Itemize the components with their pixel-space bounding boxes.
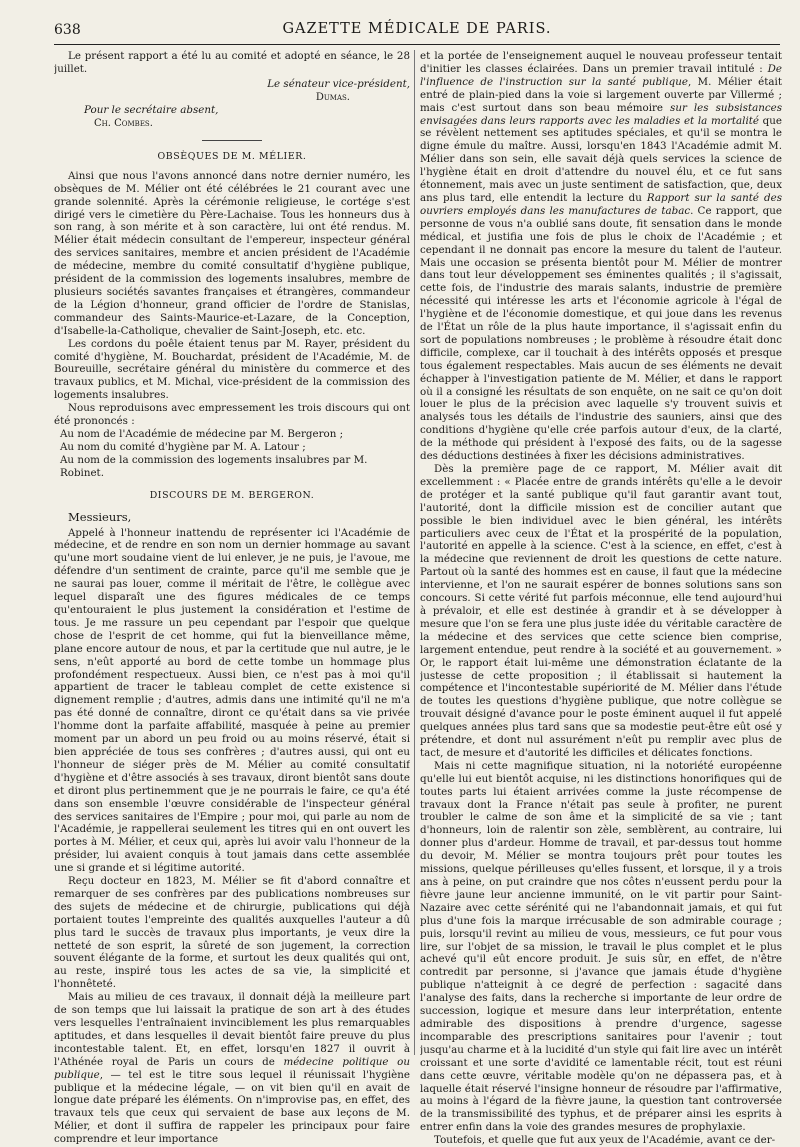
text-run: et la portée de l'enseignement auquel le nouveau professeur tentait d'initier les classes éclairées. Dans un premier travail intitulé :	[420, 50, 782, 75]
italic-title: sur les subsistances envisagées dans leurs rapports avec les maladies et la mortalité	[420, 101, 782, 127]
paragraph: Ainsi que nous l'avons annoncé dans notre dernier numéro, les obsèques de M. Mélier ont été célébrées le 21 courant avec une grande solennité. Après la cérémonie religieuse, le cortége s'est dirigé vers le cimetière du Père-Lachaise. Tous les honneurs dus à son rang, à son mérite et à son caractère, lui ont été rendus. M. Mélier était médecin consultant de l'empereur, inspecteur général des services sanitaires, membre et ancien président de l'Académie de médecine, membre du comité consultatif d'hygiène publique, président de la commission des logements insalubres, membre de plusieurs sociétés savantes françaises et étrangères, commandeur de la Légion d'honneur, grand officier de l'ordre de Stanislas, commandeur des Saints-Maurice-et-Lazare, de la Conception, d'Isabelle-la-Catholique, chevalier de Saint-Joseph, etc. etc.	[54, 169, 410, 337]
column-divider	[414, 50, 415, 1055]
paragraph: Mais ni cette magnifique situation, ni la notoriété européenne qu'elle lui eut bientôt acquise, ni les distinctions honorifiques qui de toutes parts lui étaient arrivées comme la juste récompense de travaux dont la France n'était pas seule à profiter, ne purent troubler le calme de son âme et la simplicité de sa vie ; tant d'honneurs, loin de ralentir son zèle, semblèrent, au contraire, lui donner plus d'ardeur. Homme de travail, et par-dessus tout homme du devoir, M. Mélier se montra toujours prêt pour toutes les missions, quelque périlleuses qu'elles fussent, et lorsque, il y a trois ans à peine, on put craindre que nos côtes n'eussent perdu pour la fièvre jaune leur ancienne immunité, on le vit partir pour Saint-Nazaire avec cette sérénité qui ne l'abandonnait jamais, et qui fut plus d'une fois la marque irrécusable de son admirable courage ; puis, lorsqu'il revint au milieu de vous, messieurs, ce fut pour vous lire, sur l'objet de sa mission, le travail le plus complet et le plus achevé qu'il eût encore produit. Je suis sûr, en effet, de n'être contredit par personne, si j'avance que jamais étude d'hygiène publique n'atteignit à ce degré de perfection : sagacité dans l'analyse des faits, dans la recherche si importante de leur ordre de succession, logique et mesure dans leur interprétation, entente admirable des dispositions à prendre d'urgence, sagesse incomparable des prescriptions sanitaires pour l'avenir ; tout jusqu'au charme et à la lucidité d'un style qui fait lire avec un intérêt croissant et une sorte d'avidité ce lamentable récit, tout est réuni dans cette œuvre, véritable modèle qu'on ne dépassera pas, et à laquelle était réservé l'insigne honneur de résoudre par l'affirmative, au moins à l'égard de la fièvre jaune, la question tant controversée de la transmissibilité des typhus, et de préparer ainsi les esprits à entrer enfin dans la voie des grandes mesures de prophylaxie.	[420, 759, 782, 1134]
running-title: GAZETTE MÉDICALE DE PARIS.	[282, 21, 552, 37]
paragraph: Appelé à l'honneur inattendu de représenter ici l'Académie de médecine, et de rendre en son nom un dernier hommage au savant qu'une mort soudaine vient de lui enlever, je ne puis, je l'avoue, me défendre d'un sentiment de crainte, parce qu'il me semble que je ne saurai pas louer, comme il méritait de l'être, le collègue avec lequel disparaît une des figures médicales de ce temps qu'entouraient le plus justement la considération et l'estime de tous. Je me rassure un peu cependant par l'espoir que quelque chose de l'esprit de cet homme, qui fut la bienveillance même, plane encore autour de nous, et par la certitude que nul autre, je le sens, n'eût apporté au bord de cette tombe un hommage plus profondément respectueux. Aussi bien, ce n'est pas à moi qu'il appartient de tracer le tableau complet de cette existence si dignement remplie ; d'autres, admis dans une intimité qu'il ne m'a pas été donné de connaître, diront ce qu'était dans sa vie privée l'homme dont la parfaite affabilité, masquée à peine au premier moment par un abord un peu froid ou au moins réservé, était si bien appréciée de tous ses confrères ; d'autres aussi, qui ont eu l'honneur de siéger près de M. Mélier au comité consultatif d'hygiène et d'être associés à ses travaux, diront bientôt sans doute et diront plus pertinemment que je ne pourrais le faire, ce qu'a été dans son ensemble l'œuvre considérable de l'inspecteur général des services sanitaires de l'Empire ; pour moi, qui parle au nom de l'Académie, je rappellerai seulement les titres qui en ont ouvert les portes à M. Mélier, et ceux qui, après lui avoir valu l'honneur de la présider, lui avaient conquis à tout jamais dans cette assemblée une si grande et si légitime autorité.	[54, 526, 410, 875]
text-run: que se révèlent nettement ses aptitudes spéciales, et qu'il se montra le digne émule du maître. Aussi, lorsqu'en 1843 l'Académie admit M. Mélier dans son sein, elle savait déjà quels services la science de l'hygiène était en droit d'attendre du nouvel élu, et ce fut sans étonnement, mais avec un juste sentiment de satisfaction, que, deux ans plus tard, elle entendit la lecture du	[420, 114, 782, 204]
section-title-discours: DISCOURS DE M. BERGERON.	[149, 489, 315, 501]
text-run: . Ce rapport, que personne de vous n'a oublié sans doute, fit sensation dans le monde médical, et justifia une fois de plus le choix de l'Académie ; et cependant il ne donnait pas encore la mesure du talent de l'auteur. Mais une occasion se présenta bientôt pour M. Mélier de montrer dans tout leur développement ses éminentes qualités ; il s'agissait, cette fois, de l'industrie des marais salants, industrie de première nécessité qui intéresse les arts et l'économie agricole à l'égal de l'hygiène et de l'économie domestique, et qui joue dans les revenus de l'État un rôle de la plus haute importance, il s'agissait enfin du sort de populations nombreuses ; le problème à résoudre était donc difficile, complexe, car il touchait à des intérêts opposés et presque tous également respectables. Mais aucun de ses éléments ne devait échapper à l'investigation patiente de M. Mélier, et dans le rapport où il a consigné les résultats de son enquête, on ne sait ce qu'on doit louer le plus de la précision avec laquelle s'y trouvent suivis et analysés tous les détails de l'industrie des sauniers, ainsi que des conditions d'hygiène qu'elle crée parfois autour d'eux, de la clarté, de la méthode qui président à l'exposé des faits, ou de la sagesse des déductions destinées à fixer les décisions administratives.	[420, 204, 782, 463]
paragraph: Dès la première page de ce rapport, M. Mélier avait dit excellemment : « Placée entre de grands intérêts qu'elle a le devoir de protéger et la santé publique qu'il faut garantir avant tout, l'autorité, dont la difficile mission est de concilier autant que possible le bien individuel avec le bien général, les intérêts particuliers avec ceux de l'État et la prospérité de la population, l'autorité en appelle à la science. C'est à la science, en effet, c'est à la médecine que reviennent de droit les questions de cette nature. Partout où la santé des hommes est en cause, il faut que la médecine intervienne, et l'on ne saurait espérer de bonnes solutions sans son concours. Si cette vérité fut parfois méconnue, elle tend aujourd'hui à prévaloir, et elle est destinée à grandir et à se développer à mesure que l'on se fera une plus juste idée du véritable caractère de la médecine et des services que cette science bien comprise, largement entendue, peut rendre à la société et au gouvernement. » Or, le rapport était lui-même une démonstration éclatante de la justesse de cette proposition ; il établissait si hautement la compétence et l'incontestable supériorité de M. Mélier dans l'étude de toutes les questions d'hygiène publique, que notre collègue se trouvait désigné d'avance pour le poste éminent auquel il fut appelé quelques années plus tard sans que sa modestie peut-être eût osé y prétendre, et dont nul assurément n'eût pu remplir avec plus de tact, de mesure et d'autorité les difficiles et délicates fonctions.	[420, 463, 782, 759]
text-run: , M. Mélier était entré de plain-pied dans la voie si largement ouverte par Villermé ; mais c'est surtout dans son beau mémoire	[420, 75, 782, 114]
intro-paragraph: Le présent rapport a été lu au comité et adopté en séance, le 28 juillet.	[54, 50, 410, 75]
section-rule	[202, 140, 262, 141]
paragraph	[54, 991, 410, 1146]
salutation: Messieurs,	[68, 509, 132, 524]
text-run: , — tel est le titre sous lequel il réunissait l'hygiène publique et la médecine légale, — on vit bien qu'il en avait de longue date préparé les éléments. On n'improvise pas, en effet, des travaux tels que ceux qui servaient de base aux leçons de M. Mélier, et dont il suffira de rappeler les principaux pour faire comprendre et leur importance	[54, 1068, 410, 1146]
italic-title: médecine politique ou publique	[54, 1055, 410, 1081]
paragraph: Nous reproduisons avec empressement les trois discours qui ont été prononcés :	[54, 402, 410, 428]
signature-vp-title: Le sénateur vice-président,	[267, 77, 410, 90]
paragraph: Toutefois, et quelle que fut aux yeux de l'Académie, avant ce der-	[434, 1134, 776, 1147]
list-item: Au nom de l'Académie de médecine par M. Bergeron ;	[60, 427, 344, 440]
italic-title: De l'influence de l'instruction sur la santé publique	[420, 62, 782, 88]
section-title-obseques: OBSÈQUES DE M. MÉLIER.	[157, 150, 307, 162]
right-column	[420, 50, 782, 1147]
paragraph: Reçu docteur en 1823, M. Mélier se fit d'abord connaître et remarquer de ses confrères par des publications nombreuses sur des sujets de médecine et de chirurgie, publications qui déjà portaient toutes l'empreinte des qualités auxquelles l'auteur a dû plus tard le succès de travaux plus importants, je veux dire la netteté de son esprit, la sûreté de son jugement, la correction souvent élégante de la forme, et surtout les deux qualités qui ont, au reste, inspiré tous les actes de sa vie, la simplicité et l'honnêteté.	[54, 875, 410, 991]
italic-title: Rapport sur la santé des ouvriers employés dans les manufactures de tabac	[420, 191, 782, 217]
list-item: Au nom de la commission des logements insalubres par M. Robinet.	[60, 453, 368, 479]
signature-secretary-title: Pour le secrétaire absent,	[84, 103, 219, 116]
paragraph	[420, 50, 782, 463]
text-run: Mais au milieu de ces travaux, il donnait déjà la meilleure part de son temps que lui laissait la pratique de son art à des études vers lesquelles l'entraînaient invinciblement les plus remarquables aptitudes, et dans lesquelles il devait bientôt faire preuve du plus incontestable talent. Et, en effet, lorsqu'en 1827 il ouvrit à l'Athénée royal de Paris un cours de	[54, 991, 410, 1068]
signature-vp-name: Dumas.	[315, 91, 350, 103]
paragraph: Les cordons du poêle étaient tenus par M. Rayer, président du comité d'hygiène, M. Bouchardat, président de l'Académie, M. de Boureuille, secrétaire général du ministère du commerce et des travaux publics, et M. Michal, vice-président de la commission des logements insalubres.	[54, 337, 410, 402]
list-item: Au nom du comité d'hygiène par M. A. Latour ;	[60, 440, 306, 453]
left-column	[54, 50, 410, 1146]
page-number: 638	[54, 22, 81, 38]
page-header	[54, 18, 780, 45]
signature-secretary-name: Ch. Combes.	[94, 117, 153, 129]
